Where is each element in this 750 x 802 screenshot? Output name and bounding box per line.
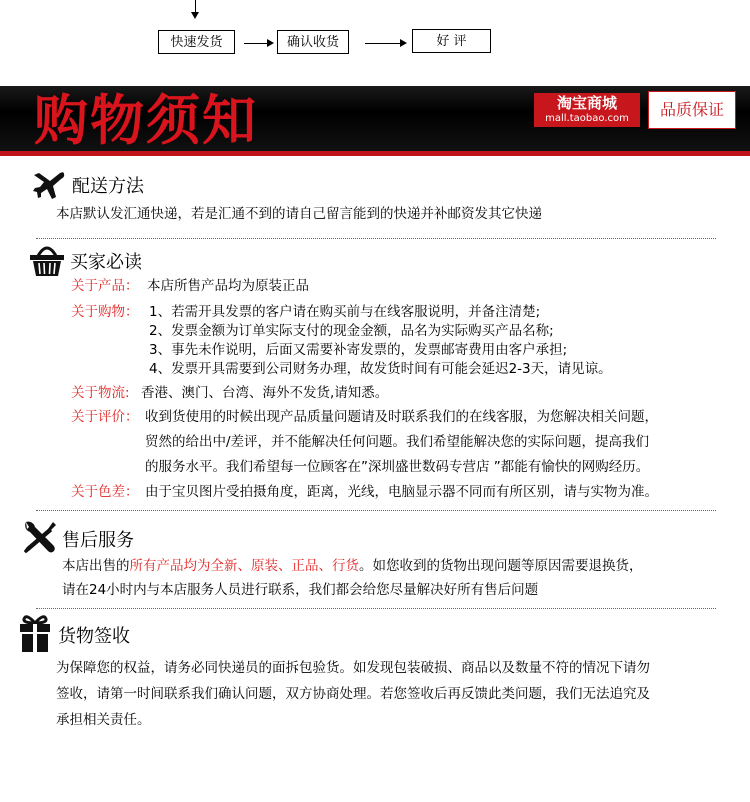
purchase-item-1: 1、若需开具发票的客户请在购买前与在线客服说明，并备注清楚; xyxy=(149,304,541,320)
aftersale-line-2: 请在24小时内与本店服务人员进行联系，我们都会给您尽量解决好所有售后问题 xyxy=(62,582,539,598)
airplane-icon xyxy=(32,170,66,200)
divider-2 xyxy=(36,510,716,511)
color-label: 关于色差： xyxy=(71,484,139,500)
tools-icon xyxy=(20,518,58,556)
divider-1 xyxy=(36,238,716,239)
aftersale-line-1-post: 。如您收到的货物出现问题等原因需要退换货， xyxy=(359,558,643,574)
banner-title: 购物须知 xyxy=(34,88,258,152)
aftersale-highlight: 所有产品均为全新、原装、正品、行货 xyxy=(129,558,359,574)
product-text: 本店所售产品均为原装正品 xyxy=(147,278,309,294)
flow-arrow-1 xyxy=(244,43,268,44)
purchase-item-4: 4、发票开具需要到公司财务办理，故发货时间有可能会延迟2-3天，请见谅。 xyxy=(149,361,612,377)
signoff-line-3: 承担相关责任。 xyxy=(56,712,151,728)
logistics-label: 关于物流: xyxy=(71,385,130,401)
flow-step-good-review: 好 评 xyxy=(412,29,491,53)
review-line-2: 贸然的给出中/差评，并不能解决任何问题。我们希望能解决您的实际问题，提高我们 xyxy=(145,434,650,450)
gift-icon xyxy=(18,613,52,653)
delivery-text: 本店默认发汇通快递，若是汇通不到的请自己留言能到的快递并补邮资发其它快递 xyxy=(56,206,542,222)
purchase-item-3: 3、事先未作说明，后面又需要补寄发票的，发票邮寄费用由客户承担; xyxy=(149,342,568,358)
tmall-logo[interactable] xyxy=(534,93,640,127)
purchase-item-2: 2、发票金额为订单实际支付的现金金额，品名为实际购买产品名称; xyxy=(149,323,554,339)
aftersale-title: 售后服务 xyxy=(62,530,134,551)
flow-arrow-1-head xyxy=(267,39,274,47)
buyer-title: 买家必读 xyxy=(70,252,142,273)
quality-badge: 品质保证 xyxy=(648,91,736,129)
tmall-url: mall.taobao.com xyxy=(545,113,629,124)
aftersale-line-1 xyxy=(62,557,643,575)
divider-3 xyxy=(36,608,716,609)
aftersale-line-1-pre: 本店出售的 xyxy=(62,558,130,574)
flow-down-arrowhead xyxy=(191,12,199,19)
flow-arrow-2-head xyxy=(400,39,407,47)
delivery-title: 配送方法 xyxy=(72,176,144,197)
flow-step-fast-shipping: 快速发货 xyxy=(158,30,235,54)
tmall-name: 淘宝商城 xyxy=(556,94,617,112)
signoff-line-1: 为保障您的权益，请务必同快递员的面拆包验货。如发现包装破损、商品以及数量不符的情况下请勿 xyxy=(56,660,650,676)
review-line-3: 的服务水平。我们希望每一位顾客在”深圳盛世数码专营店 ”都能有愉快的网购经历。 xyxy=(145,459,650,475)
review-line-1: 收到货使用的时候出现产品质量问题请及时联系我们的在线客服，为您解决相关问题， xyxy=(145,409,658,425)
signoff-title: 货物签收 xyxy=(58,626,130,647)
flow-arrow-2 xyxy=(365,43,401,44)
color-text: 由于宝贝图片受拍摄角度，距离，光线，电脑显示器不同而有所区别，请与实物为准。 xyxy=(145,484,658,500)
logistics-text: 香港、澳门、台湾、海外不发货,请知悉。 xyxy=(141,385,389,401)
flow-step-confirm-receipt: 确认收货 xyxy=(277,30,349,54)
review-label: 关于评价： xyxy=(71,409,139,425)
product-label: 关于产品： xyxy=(71,278,139,294)
purchase-label: 关于购物： xyxy=(71,304,139,320)
basket-icon xyxy=(28,242,66,278)
signoff-line-2: 签收，请第一时间联系我们确认问题，双方协商处理。若您签收后再反馈此类问题，我们无法追究及 xyxy=(56,686,650,702)
